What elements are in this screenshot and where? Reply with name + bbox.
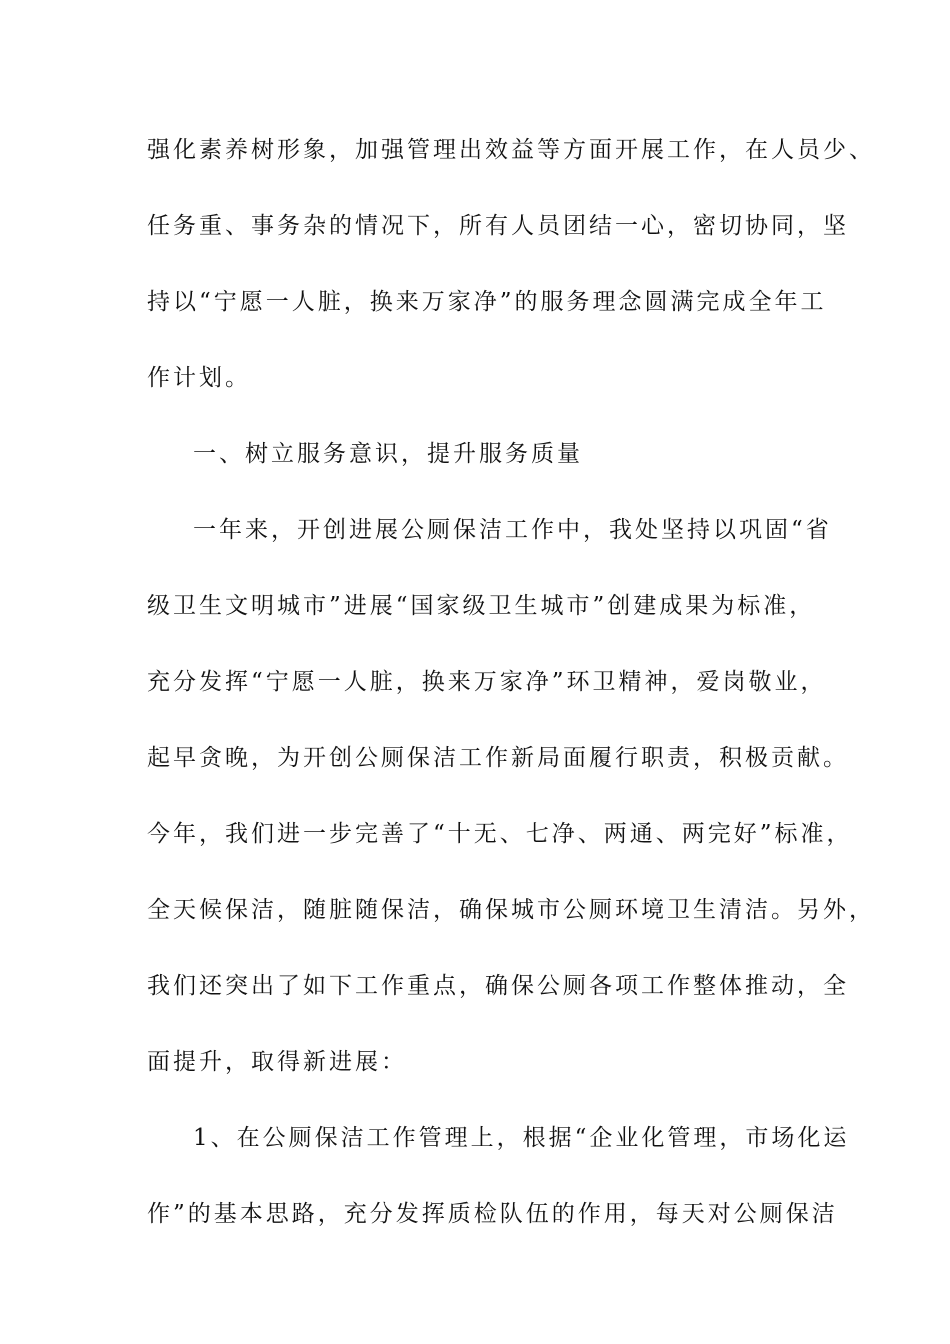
text-line: 我们还突出了如下工作重点，确保公厕各项工作整体推动，全 <box>147 973 849 999</box>
text-line: 作”的基本思路，充分发挥质检队伍的作用，每天对公厕保洁 <box>147 1201 838 1227</box>
text-line: 起早贪晚，为开创公厕保洁工作新局面履行职责，积极贡献。 <box>147 745 849 771</box>
text-line: 今年，我们进一步完善了“十无、七净、两通、两完好”标准， <box>147 821 853 847</box>
text-line: 强化素养树形象，加强管理出效益等方面开展工作，在人员少、 <box>147 137 875 163</box>
section-heading: 一、树立服务意识，提升服务质量 <box>193 441 583 467</box>
text-line: 充分发挥“宁愿一人脏，换来万家净”环卫精神，爱岗敬业， <box>147 669 827 695</box>
text-line: 任务重、事务杂的情况下，所有人员团结一心，密切协同，坚 <box>147 213 849 239</box>
text-line: 全天候保洁，随脏随保洁，确保城市公厕环境卫生清洁。另外， <box>147 897 875 923</box>
document-body <box>147 125 875 1265</box>
text-line: 1、在公厕保洁工作管理上，根据“企业化管理，市场化运 <box>193 1125 850 1151</box>
text-line: 作计划。 <box>147 365 251 391</box>
text-line: 级卫生文明城市”进展“国家级卫生城市”创建成果为标准， <box>147 593 816 619</box>
text-line: 面提升，取得新进展： <box>147 1049 407 1075</box>
text-line: 持以“宁愿一人脏，换来万家净”的服务理念圆满完成全年工 <box>147 289 827 315</box>
text-line: 一年来，开创进展公厕保洁工作中，我处坚持以巩固“省 <box>193 517 832 543</box>
